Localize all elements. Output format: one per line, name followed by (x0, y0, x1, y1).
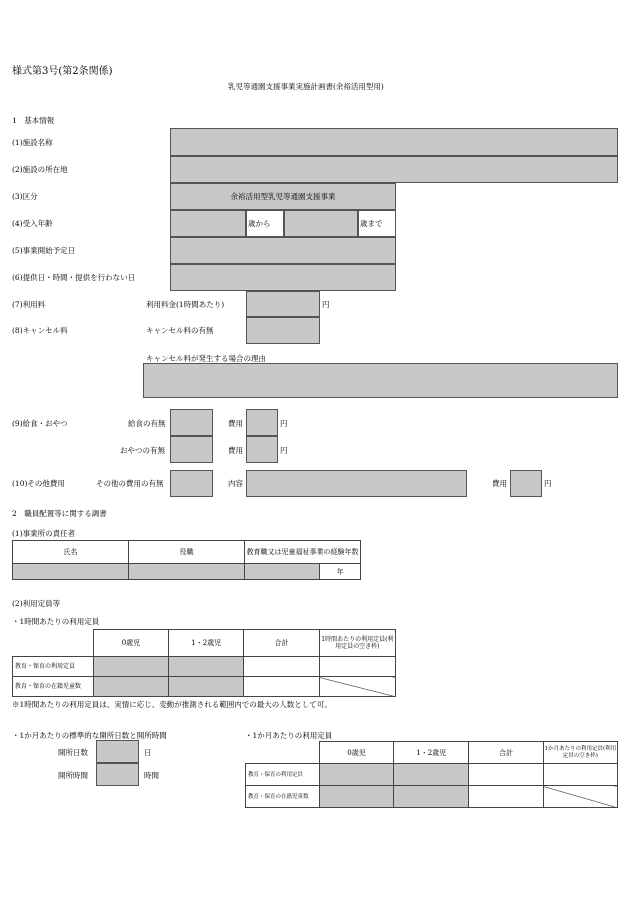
fee-field[interactable] (246, 291, 320, 317)
monthly-col-total: 合計 (469, 742, 543, 764)
monthly-row-capacity: 教育・保育の利用定員 (246, 764, 320, 786)
hourly-corner (13, 630, 94, 657)
open-days-field[interactable] (96, 740, 139, 763)
meal-cost-unit: 円 (280, 419, 288, 428)
other-field[interactable] (170, 470, 213, 497)
section1-heading: 1 基本情報 (12, 116, 55, 125)
hourly-enr-total-field[interactable] (244, 677, 319, 697)
content-label: 内容 (228, 479, 243, 488)
category-field (170, 183, 396, 210)
form-number: 様式第3号(第2条関係) (12, 66, 113, 77)
snack-field[interactable] (170, 436, 213, 463)
other-cost-field[interactable] (510, 470, 542, 497)
fee-label: (7)利用料 (12, 300, 46, 309)
age-from-field[interactable] (170, 210, 246, 237)
monthly-cap-vacancy-field[interactable] (543, 764, 617, 786)
other-cost-label: 費用 (492, 479, 507, 488)
age-from-text: 歳から (248, 219, 271, 228)
other-label: (10)その他費用 (12, 479, 65, 488)
hourly-col-total: 合計 (244, 630, 319, 657)
monthly-days-heading: ・1か月あたりの標準的な開所日数と開所時間 (12, 731, 167, 740)
hourly-col-12: 1・2歳児 (169, 630, 244, 657)
service-days-label: (6)提供日・時間・提供を行わない日 (12, 273, 136, 282)
monthly-capacity-table (245, 741, 618, 808)
hourly-col-0: 0歳児 (93, 630, 168, 657)
other-sub-label: その他の費用の有無 (96, 479, 164, 488)
capacity-note: ※1時間あたりの利用定員は、実情に応じ、変動が推測される範囲内での最大の人数として可。 (12, 700, 332, 709)
facility-address-field[interactable] (170, 156, 618, 183)
other-cost-unit: 円 (544, 479, 552, 488)
monthly-cap-12-field[interactable] (394, 764, 469, 786)
fee-unit: 円 (322, 300, 330, 309)
manager-years-field[interactable] (244, 564, 319, 580)
facility-name-label: (1)施設名称 (12, 138, 53, 147)
monthly-cap-total-field[interactable] (469, 764, 543, 786)
monthly-row-enrolled: 教育・保育の在籍児童数 (246, 786, 320, 808)
open-days-unit: 日 (144, 748, 152, 757)
monthly-corner (246, 742, 320, 764)
open-hours-label: 開所時間 (58, 771, 88, 780)
hourly-row-capacity: 教育・保育の利用定員 (13, 657, 94, 677)
monthly-enr-12-field[interactable] (394, 786, 469, 808)
monthly-col-12: 1・2歳児 (394, 742, 469, 764)
service-days-field[interactable] (170, 264, 396, 291)
snack-sub-label: おやつの有無 (120, 446, 165, 455)
hourly-enr-vacancy-diagonal (319, 677, 395, 697)
hourly-col-vacancy: 1時間あたりの利用定員(利用定員の空き枠) (319, 630, 395, 657)
hourly-cap-12-field[interactable] (169, 657, 244, 677)
snack-cost-unit: 円 (280, 446, 288, 455)
manager-heading: (1)事業所の責任者 (12, 529, 76, 538)
open-days-label: 開所日数 (58, 748, 88, 757)
start-date-label: (5)事業開始予定日 (12, 246, 76, 255)
monthly-enr-vacancy-diagonal (543, 786, 617, 808)
open-hours-unit: 時間 (144, 771, 159, 780)
monthly-enr-total-field[interactable] (469, 786, 543, 808)
age-to-field[interactable] (284, 210, 358, 237)
section2-heading: 2 職員配置等に関する調書 (12, 509, 107, 518)
hourly-enr-0-field[interactable] (93, 677, 168, 697)
facility-name-field[interactable] (170, 128, 618, 156)
open-hours-field[interactable] (96, 763, 139, 786)
meal-sub-label: 給食の有無 (128, 419, 166, 428)
cancel-reason-label: キャンセル料が発生する場合の理由 (146, 354, 266, 363)
manager-position-field[interactable] (128, 564, 244, 580)
monthly-enr-0-field[interactable] (319, 786, 393, 808)
meal-field[interactable] (170, 409, 213, 436)
manager-col-position: 役職 (128, 541, 244, 564)
capacity-heading: (2)利用定員等 (12, 599, 61, 608)
monthly-col-0: 0歳児 (319, 742, 393, 764)
monthly-col-vacancy: 1か月あたりの利用定員(利用定員の空き枠) (543, 742, 617, 764)
cancel-field[interactable] (246, 317, 320, 344)
facility-address-label: (2)施設の所在地 (12, 165, 68, 174)
snack-cost-label: 費用 (228, 446, 243, 455)
monthly-heading: ・1か月あたりの利用定員 (245, 731, 333, 740)
manager-table (12, 540, 361, 580)
cancel-reason-field[interactable] (143, 363, 618, 398)
page-title: 乳児等通園支援事業実施計画書(余裕活用型用) (228, 82, 384, 91)
hourly-row-enrolled: 教育・保育の在籍児童数 (13, 677, 94, 697)
manager-name-field[interactable] (13, 564, 129, 580)
start-date-field[interactable] (170, 237, 396, 264)
manager-years-unit: 年 (320, 564, 361, 580)
meal-label: (9)給食・おやつ (12, 419, 68, 428)
age-to-text: 歳まで (360, 219, 383, 228)
hourly-cap-0-field[interactable] (93, 657, 168, 677)
hourly-cap-total-field[interactable] (244, 657, 319, 677)
monthly-cap-0-field[interactable] (319, 764, 393, 786)
cancel-sub-label: キャンセル料の有無 (146, 326, 214, 335)
hourly-enr-12-field[interactable] (169, 677, 244, 697)
hourly-heading: ・1時間あたりの利用定員 (12, 617, 100, 626)
manager-col-name: 氏名 (13, 541, 129, 564)
category-label: (3)区分 (12, 192, 38, 201)
hourly-cap-vacancy-field[interactable] (319, 657, 395, 677)
category-value: 余裕活用型乳児等通園支援事業 (230, 192, 336, 201)
meal-cost-label: 費用 (228, 419, 243, 428)
snack-cost-field[interactable] (246, 436, 278, 463)
age-label: (4)受入年齢 (12, 219, 53, 228)
hourly-capacity-table (12, 629, 396, 697)
cancel-label: (8)キャンセル料 (12, 326, 68, 335)
meal-cost-field[interactable] (246, 409, 278, 436)
other-content-field[interactable] (246, 470, 467, 497)
manager-col-years: 教育職又は児童福祉事業の経験年数 (244, 541, 360, 564)
fee-sub-label: 利用料金(1時間あたり) (146, 300, 225, 309)
